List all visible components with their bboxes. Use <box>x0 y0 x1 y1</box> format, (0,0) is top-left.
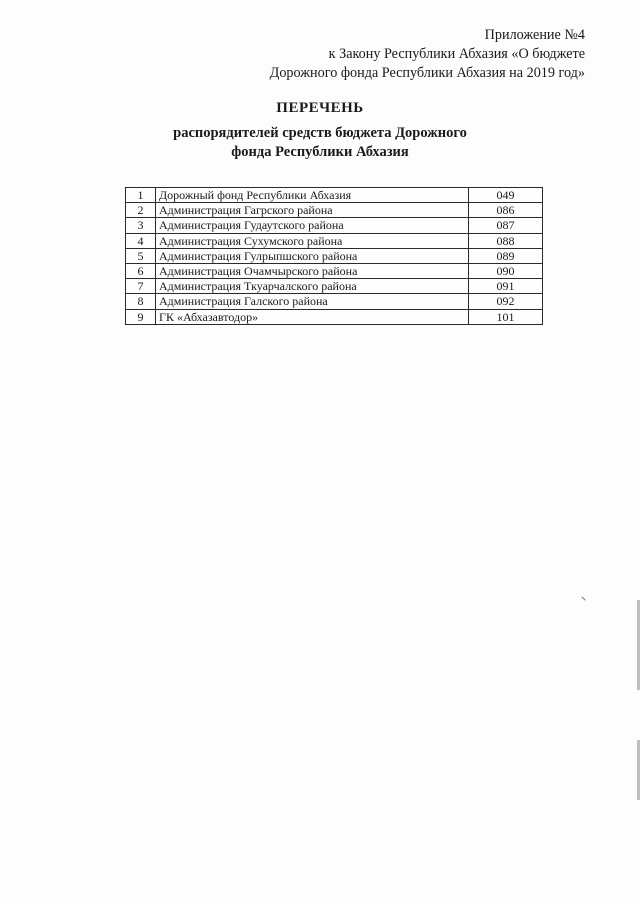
table-row <box>126 263 543 278</box>
row-number: 5 <box>126 248 156 263</box>
annex-header <box>270 26 585 83</box>
table-row <box>126 203 543 218</box>
scan-speck <box>581 596 585 600</box>
row-number: 3 <box>126 218 156 233</box>
registry-table <box>125 187 543 325</box>
table-row <box>126 294 543 309</box>
row-name: Администрация Сухумского района <box>156 233 469 248</box>
annex-law-title: Дорожного фонда Республики Абхазия на 2019 год» <box>269 65 585 81</box>
row-code: 092 <box>469 294 543 309</box>
row-number: 4 <box>126 233 156 248</box>
row-name: ГК «Абхазавтодор» <box>156 309 469 324</box>
row-code: 089 <box>469 248 543 263</box>
row-code: 101 <box>469 309 543 324</box>
document-title: ПЕРЕЧЕНЬ <box>276 100 364 116</box>
row-name: Администрация Ткуарчалского района <box>156 279 469 294</box>
row-name: Администрация Галского района <box>156 294 469 309</box>
annex-number: Приложение №4 <box>484 27 585 43</box>
table-row <box>126 279 543 294</box>
annex-law-reference: к Закону Республики Абхазия «О бюджете <box>328 46 585 62</box>
row-code: 090 <box>469 263 543 278</box>
row-code: 087 <box>469 218 543 233</box>
row-number: 9 <box>126 309 156 324</box>
row-code: 086 <box>469 203 543 218</box>
row-number: 1 <box>126 188 156 203</box>
row-name: Дорожный фонд Республики Абхазия <box>156 188 469 203</box>
table-row <box>126 188 543 203</box>
table-row <box>126 218 543 233</box>
table-row <box>126 309 543 324</box>
row-number: 8 <box>126 294 156 309</box>
row-number: 6 <box>126 263 156 278</box>
row-number: 7 <box>126 279 156 294</box>
row-code: 088 <box>469 233 543 248</box>
subtitle-line-1: распорядителей средств бюджета Дорожного <box>173 125 467 141</box>
row-number: 2 <box>126 203 156 218</box>
subtitle-line-2: фонда Республики Абхазия <box>231 144 409 160</box>
row-name: Администрация Гудаутского района <box>156 218 469 233</box>
row-name: Администрация Гагрского района <box>156 203 469 218</box>
row-name: Администрация Очамчырского района <box>156 263 469 278</box>
row-name: Администрация Гулрыпшского района <box>156 248 469 263</box>
document-subtitle <box>0 124 640 162</box>
row-code: 091 <box>469 279 543 294</box>
table-row <box>126 233 543 248</box>
table-row <box>126 248 543 263</box>
row-code: 049 <box>469 188 543 203</box>
